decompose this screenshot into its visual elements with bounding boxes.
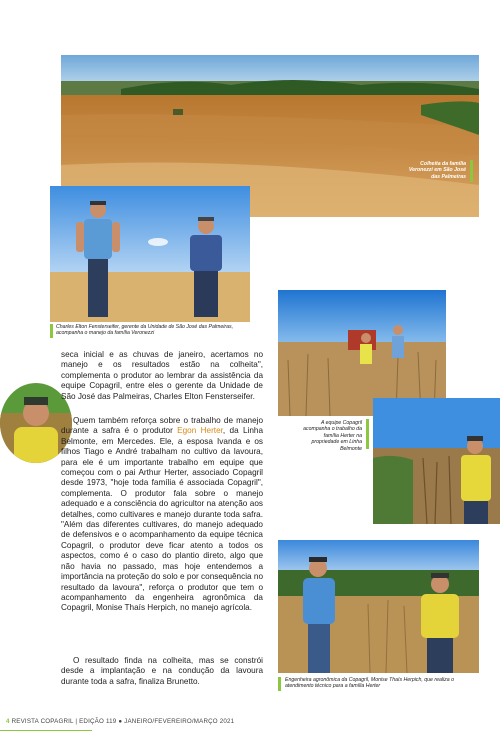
footer-rule [0,730,92,731]
manager-photo [50,186,250,322]
harvest-field-caption: Colheita da família Veronezzi em São José das Palmeiras [408,161,466,180]
footer-text: REVISTA COPAGRIL | EDIÇÃO 119 ● JANEIRO/FEVEREIRO/MARÇO 2021 [11,718,235,725]
producer-name: Egon Herter [177,426,223,436]
article-paragraph-1: seca inicial e as chuvas de janeiro, acertamos no manejo e os resultados estão na colheita", complementa o produtor ao lembrar da assistência da equipe Copagril, entre eles o gerente da Unidade de São José das Palmeiras, Charles Elton Fensterseifer. [61,350,263,401]
article-paragraph-2: Quem também reforça sobre o trabalho de manejo durante a safra é o produtor Egon Herter, da Linha Belmonte, em Mercedes. Ele, a esposa Ivanda e os filhos Tiago e André trabalham no cultivo da lavoura, para ele é um importante trabalho em equipe que começou com o pai Arthur Herter, associado Copagril desde 1973, "hoje toda família é associada Copagril", complementa. O produtor fala sobre o manejo adequado e a consciência do agricultor na atenção aos detalhes, como cultivares e manejo durante toda safra. "Além das diferentes cultivares, do manejo adequado de defensivos e o acompanhamento da equipe técnica Copagril, o produtor deve ficar atento a todos os aspectos, como é o caso do plantio direto, algo que não havia no passado, mas hoje entendemos a importância na proteção do solo e por consequência no resultado da lavoura", reforça o produtor que tem o acompanhamento da engenheira agronômica da Copagril, Monise Thaís Herpich, no manejo agrícola. [61,416,263,613]
engineer-caption: Engenheira agronômica da Copagril, Monise Thaís Herpich, que realiza o atendimento técnico para a família Herter [285,677,454,690]
caption-bar [366,419,369,449]
producer-photo [373,398,500,524]
manager-caption: Charles Elton Fensterseifer, gerente da Unidade de São José das Palmeiras, acompanha o manejo da família Veronezzi [56,324,234,337]
page-footer [0,714,500,734]
team-caption: A equipe Copagril acompanha o trabalho da família Herter na propriedade em Linha Belmonte [303,420,362,452]
page-number: 4 [6,718,10,725]
article-paragraph-3: O resultado finda na colheita, mas se constrói desde a implantação e na condução da lavoura durante toda a safra, finaliza Brunetto. [61,656,263,686]
caption-bar [50,324,53,338]
caption-bar [278,677,281,691]
engineer-photo [278,540,479,673]
caption-bar [470,160,473,182]
